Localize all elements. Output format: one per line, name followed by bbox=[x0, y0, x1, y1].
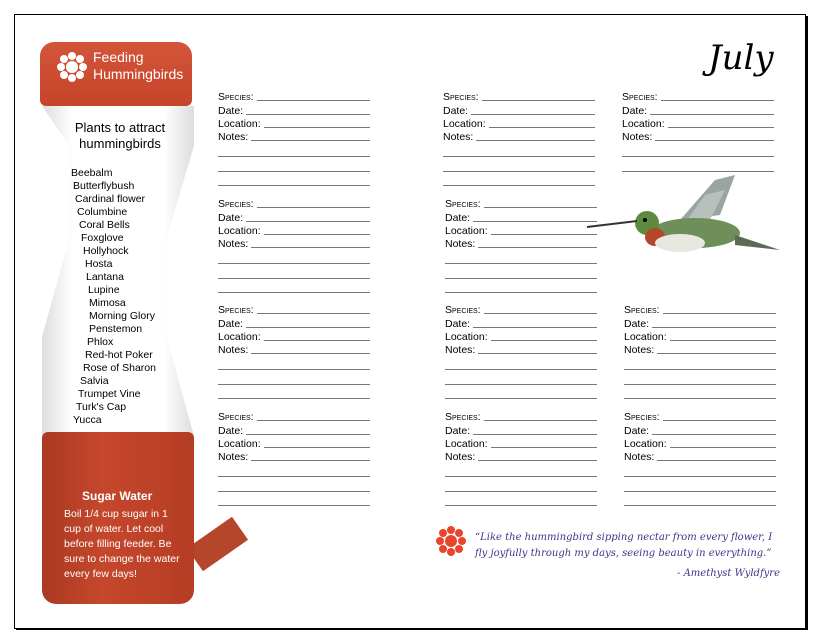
notes-line[interactable] bbox=[251, 460, 370, 461]
species-label: Species: bbox=[624, 411, 660, 424]
flower-icon bbox=[436, 526, 466, 556]
plant-item: Mimosa bbox=[89, 297, 126, 309]
notes-line[interactable] bbox=[218, 172, 370, 186]
notes-field[interactable] bbox=[218, 130, 370, 143]
notes-label: Notes: bbox=[218, 451, 249, 464]
location-label: Location: bbox=[218, 330, 261, 343]
plant-item: Phlox bbox=[87, 336, 114, 348]
location-line[interactable] bbox=[489, 127, 595, 128]
notes-field[interactable] bbox=[218, 450, 370, 463]
notes-label: Notes: bbox=[218, 344, 249, 357]
date-field[interactable] bbox=[218, 210, 370, 223]
location-line[interactable] bbox=[491, 234, 597, 235]
notes-line[interactable] bbox=[445, 250, 597, 264]
notes-line[interactable] bbox=[655, 140, 774, 141]
date-line[interactable] bbox=[246, 114, 370, 115]
notes-label: Notes: bbox=[218, 238, 249, 251]
notes-field[interactable] bbox=[622, 130, 774, 143]
date-field[interactable] bbox=[218, 423, 370, 436]
notes-line[interactable] bbox=[218, 385, 370, 399]
notes-line[interactable] bbox=[251, 247, 370, 248]
plant-item: Cardinal flower bbox=[75, 193, 146, 205]
plants-heading: Plants to attract hummingbirds bbox=[74, 120, 166, 151]
sighting-form bbox=[622, 90, 774, 172]
sighting-form bbox=[445, 197, 597, 293]
notes-line[interactable] bbox=[218, 157, 370, 171]
date-field[interactable] bbox=[624, 423, 776, 436]
location-field[interactable] bbox=[218, 224, 370, 237]
location-field[interactable] bbox=[218, 437, 370, 450]
location-label: Location: bbox=[218, 437, 261, 450]
notes-line[interactable] bbox=[218, 356, 370, 370]
sighting-form bbox=[445, 410, 597, 506]
notes-line[interactable] bbox=[443, 172, 595, 186]
notes-line[interactable] bbox=[218, 463, 370, 477]
species-label: Species: bbox=[445, 198, 481, 211]
species-line[interactable] bbox=[663, 420, 776, 421]
notes-field[interactable] bbox=[624, 450, 776, 463]
species-line[interactable] bbox=[484, 207, 597, 208]
notes-line[interactable] bbox=[622, 157, 774, 171]
date-line[interactable] bbox=[246, 434, 370, 435]
location-line[interactable] bbox=[264, 340, 370, 341]
notes-line[interactable] bbox=[445, 385, 597, 399]
species-line[interactable] bbox=[257, 207, 370, 208]
sighting-form bbox=[218, 303, 370, 399]
date-line[interactable] bbox=[473, 221, 597, 222]
species-field[interactable] bbox=[622, 90, 774, 103]
notes-line[interactable] bbox=[445, 279, 597, 293]
species-field[interactable] bbox=[624, 303, 776, 316]
species-label: Species: bbox=[218, 91, 254, 104]
date-label: Date: bbox=[445, 211, 471, 224]
date-label: Date: bbox=[624, 317, 650, 330]
date-line[interactable] bbox=[650, 114, 774, 115]
location-label: Location: bbox=[218, 117, 261, 130]
location-label: Location: bbox=[218, 224, 261, 237]
notes-line[interactable] bbox=[657, 353, 776, 354]
date-field[interactable] bbox=[445, 423, 597, 436]
date-field[interactable] bbox=[622, 103, 774, 116]
sighting-form bbox=[624, 410, 776, 506]
sighting-form bbox=[218, 197, 370, 293]
notes-line[interactable] bbox=[445, 477, 597, 491]
notes-field[interactable] bbox=[443, 130, 595, 143]
species-line[interactable] bbox=[482, 100, 595, 101]
location-field[interactable] bbox=[443, 117, 595, 130]
notes-line[interactable] bbox=[218, 370, 370, 384]
plant-item: Hollyhock bbox=[83, 245, 129, 257]
plant-item: Red-hot Poker bbox=[85, 349, 153, 361]
species-label: Species: bbox=[218, 198, 254, 211]
notes-field[interactable] bbox=[445, 343, 597, 356]
species-label: Species: bbox=[624, 304, 660, 317]
notes-line[interactable] bbox=[624, 370, 776, 384]
species-line[interactable] bbox=[484, 313, 597, 314]
notes-field[interactable] bbox=[445, 237, 597, 250]
notes-line[interactable] bbox=[476, 140, 595, 141]
feeder-title-1: Feeding bbox=[93, 49, 144, 65]
notes-label: Notes: bbox=[622, 131, 653, 144]
species-field[interactable] bbox=[445, 197, 597, 210]
date-label: Date: bbox=[445, 317, 471, 330]
date-field[interactable] bbox=[218, 103, 370, 116]
location-label: Location: bbox=[445, 224, 488, 237]
notes-field[interactable] bbox=[218, 343, 370, 356]
species-line[interactable] bbox=[661, 100, 774, 101]
species-field[interactable] bbox=[445, 303, 597, 316]
species-label: Species: bbox=[218, 304, 254, 317]
notes-line[interactable] bbox=[218, 250, 370, 264]
species-field[interactable] bbox=[624, 410, 776, 423]
species-line[interactable] bbox=[257, 100, 370, 101]
notes-label: Notes: bbox=[624, 344, 655, 357]
date-field[interactable] bbox=[624, 316, 776, 329]
plant-item: Lantana bbox=[86, 271, 124, 283]
notes-line[interactable] bbox=[445, 356, 597, 370]
plant-item: Beebalm bbox=[71, 167, 113, 179]
date-label: Date: bbox=[218, 424, 244, 437]
plant-item: Morning Glory bbox=[89, 310, 155, 322]
date-label: Date: bbox=[445, 424, 471, 437]
species-field[interactable] bbox=[218, 303, 370, 316]
notes-line[interactable] bbox=[624, 463, 776, 477]
notes-line[interactable] bbox=[445, 492, 597, 506]
location-field[interactable] bbox=[445, 330, 597, 343]
date-label: Date: bbox=[624, 424, 650, 437]
species-label: Species: bbox=[443, 91, 479, 104]
plant-item: Rose of Sharon bbox=[83, 362, 156, 374]
species-label: Species: bbox=[445, 304, 481, 317]
species-line[interactable] bbox=[484, 420, 597, 421]
quote-author: - Amethyst Wyldfyre bbox=[677, 568, 780, 579]
location-line[interactable] bbox=[491, 447, 597, 448]
date-label: Date: bbox=[218, 317, 244, 330]
notes-line[interactable] bbox=[218, 492, 370, 506]
location-line[interactable] bbox=[264, 127, 370, 128]
notes-label: Notes: bbox=[218, 131, 249, 144]
notes-line[interactable] bbox=[657, 460, 776, 461]
date-field[interactable] bbox=[445, 316, 597, 329]
date-field[interactable] bbox=[218, 316, 370, 329]
location-line[interactable] bbox=[670, 340, 776, 341]
notes-line[interactable] bbox=[445, 463, 597, 477]
plant-item: Turk's Cap bbox=[76, 401, 127, 413]
notes-line[interactable] bbox=[624, 356, 776, 370]
date-field[interactable] bbox=[445, 210, 597, 223]
species-field[interactable] bbox=[218, 410, 370, 423]
species-field[interactable] bbox=[443, 90, 595, 103]
plant-item: Hosta bbox=[85, 258, 113, 270]
sighting-form bbox=[218, 410, 370, 506]
species-line[interactable] bbox=[257, 420, 370, 421]
location-label: Location: bbox=[624, 437, 667, 450]
notes-line[interactable] bbox=[445, 264, 597, 278]
date-label: Date: bbox=[218, 211, 244, 224]
notes-line[interactable] bbox=[443, 143, 595, 157]
location-label: Location: bbox=[445, 437, 488, 450]
plant-item: Trumpet Vine bbox=[78, 388, 141, 400]
location-line[interactable] bbox=[264, 234, 370, 235]
location-label: Location: bbox=[445, 330, 488, 343]
hummingbird-illustration bbox=[585, 175, 785, 275]
sighting-form bbox=[218, 90, 370, 186]
feeder-title-2: Hummingbirds bbox=[93, 66, 184, 82]
species-line[interactable] bbox=[663, 313, 776, 314]
date-line[interactable] bbox=[471, 114, 595, 115]
date-line[interactable] bbox=[652, 327, 776, 328]
notes-line[interactable] bbox=[478, 353, 597, 354]
species-label: Species: bbox=[445, 411, 481, 424]
notes-line[interactable] bbox=[624, 385, 776, 399]
notes-label: Notes: bbox=[624, 451, 655, 464]
notes-label: Notes: bbox=[445, 344, 476, 357]
location-line[interactable] bbox=[668, 127, 774, 128]
date-label: Date: bbox=[622, 104, 648, 117]
notes-line[interactable] bbox=[622, 143, 774, 157]
date-field[interactable] bbox=[443, 103, 595, 116]
sugar-text: Boil 1/4 cup sugar in 1 cup of water. Let cool before filling feeder. Be sure to change the water every few days! bbox=[64, 508, 180, 580]
notes-line[interactable] bbox=[624, 477, 776, 491]
notes-line[interactable] bbox=[251, 140, 370, 141]
sighting-form bbox=[624, 303, 776, 399]
location-line[interactable] bbox=[264, 447, 370, 448]
location-label: Location: bbox=[622, 117, 665, 130]
location-line[interactable] bbox=[670, 447, 776, 448]
location-field[interactable] bbox=[445, 224, 597, 237]
date-line[interactable] bbox=[473, 434, 597, 435]
location-field[interactable] bbox=[624, 437, 776, 450]
notes-line[interactable] bbox=[218, 264, 370, 278]
species-field[interactable] bbox=[445, 410, 597, 423]
location-label: Location: bbox=[624, 330, 667, 343]
notes-label: Notes: bbox=[445, 238, 476, 251]
location-field[interactable] bbox=[624, 330, 776, 343]
plant-item: Lupine bbox=[88, 284, 120, 296]
quote-text: “Like the hummingbird sipping nectar from every flower, I fly joyfully through my days, seeing beauty in everything.” bbox=[475, 532, 773, 559]
plant-item: Butterflybush bbox=[73, 180, 135, 192]
location-field[interactable] bbox=[445, 437, 597, 450]
date-line[interactable] bbox=[246, 327, 370, 328]
location-field[interactable] bbox=[218, 117, 370, 130]
plant-item: Penstemon bbox=[89, 323, 143, 335]
date-line[interactable] bbox=[652, 434, 776, 435]
notes-field[interactable] bbox=[218, 237, 370, 250]
location-line[interactable] bbox=[491, 340, 597, 341]
species-label: Species: bbox=[218, 411, 254, 424]
notes-line[interactable] bbox=[251, 353, 370, 354]
flower-icon bbox=[56, 51, 88, 83]
notes-label: Notes: bbox=[443, 131, 474, 144]
notes-line[interactable] bbox=[445, 370, 597, 384]
notes-line[interactable] bbox=[218, 279, 370, 293]
notes-field[interactable] bbox=[624, 343, 776, 356]
month-title: July bbox=[708, 38, 774, 78]
species-line[interactable] bbox=[257, 313, 370, 314]
notes-line[interactable] bbox=[443, 157, 595, 171]
sighting-form bbox=[445, 303, 597, 399]
location-label: Location: bbox=[443, 117, 486, 130]
date-line[interactable] bbox=[246, 221, 370, 222]
notes-field[interactable] bbox=[445, 450, 597, 463]
date-label: Date: bbox=[218, 104, 244, 117]
species-field[interactable] bbox=[218, 90, 370, 103]
notes-line[interactable] bbox=[624, 492, 776, 506]
plant-item: Yucca bbox=[73, 414, 102, 426]
notes-line[interactable] bbox=[218, 477, 370, 491]
species-label: Species: bbox=[622, 91, 658, 104]
species-field[interactable] bbox=[218, 197, 370, 210]
plant-item: Salvia bbox=[80, 375, 109, 387]
plant-item: Columbine bbox=[77, 206, 128, 218]
date-label: Date: bbox=[443, 104, 469, 117]
notes-line[interactable] bbox=[478, 247, 597, 248]
plant-item: Coral Bells bbox=[79, 219, 130, 231]
notes-line[interactable] bbox=[478, 460, 597, 461]
location-field[interactable] bbox=[218, 330, 370, 343]
sighting-form bbox=[443, 90, 595, 186]
date-line[interactable] bbox=[473, 327, 597, 328]
notes-label: Notes: bbox=[445, 451, 476, 464]
sugar-title: Sugar Water bbox=[82, 489, 153, 503]
notes-line[interactable] bbox=[218, 143, 370, 157]
location-field[interactable] bbox=[622, 117, 774, 130]
plant-item: Foxglove bbox=[81, 232, 124, 244]
